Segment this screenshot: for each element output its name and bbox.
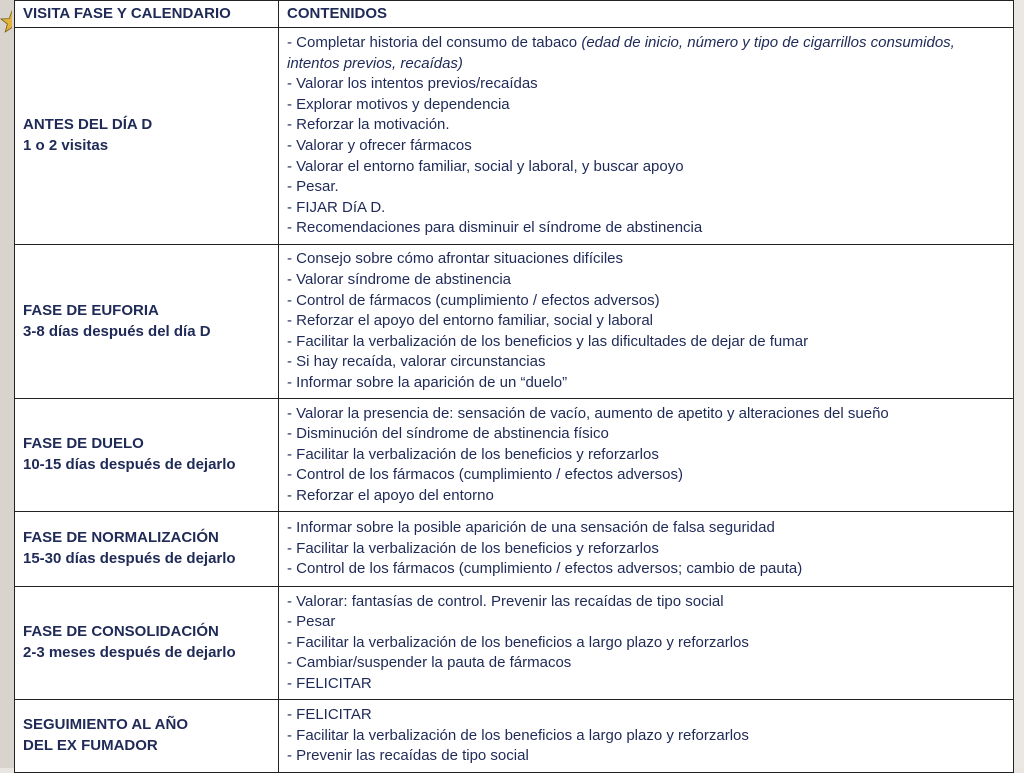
list-item (287, 559, 1005, 580)
star-icon (0, 10, 12, 34)
list-item (287, 249, 1005, 270)
list-item (287, 95, 1005, 116)
list-item-text: - Valorar la presencia de: sensación de vacío, aumento de apetito y alteraciones del sueño (287, 404, 889, 422)
list-item (287, 746, 1005, 767)
list-item-text: - Informar sobre la aparición de un “duelo” (287, 373, 568, 391)
list-item-text: - Cambiar/suspender la pauta de fármacos (287, 654, 572, 672)
phase-timing: 10-15 días después de dejarlo (23, 456, 236, 473)
list-item (287, 115, 1005, 136)
contents-list (287, 518, 1005, 580)
list-item (287, 705, 1005, 726)
phase-timing: 3-8 días después del día D (23, 322, 211, 340)
list-item-text: - Facilitar la verbalización de los beneficios a largo plazo y reforzarlos (287, 726, 749, 744)
list-item (287, 311, 1005, 332)
header-phase: VISITA FASE Y CALENDARIO (15, 1, 279, 28)
table-row (15, 399, 1014, 512)
list-item-text: - Control de los fármacos (cumplimiento / efectos adversos; cambio de pauta) (287, 560, 803, 578)
list-item (287, 539, 1005, 560)
phase-title: FASE DE CONSOLIDACIÓN (23, 623, 219, 641)
phase-title: FASE DE DUELO (23, 435, 144, 453)
contents-cell (279, 399, 1014, 512)
phase-cell (15, 587, 279, 700)
list-item-text: - Disminución del síndrome de abstinencia físico (287, 425, 609, 443)
list-item (287, 291, 1005, 312)
list-item-text: - FELICITAR (287, 674, 372, 692)
contents-list (287, 705, 1005, 767)
list-item-text: - Valorar: fantasías de control. Prevenir las recaídas de tipo social (287, 592, 724, 610)
contents-list (287, 592, 1005, 695)
list-item (287, 518, 1005, 539)
list-item-text: - Recomendaciones para disminuir el síndrome de abstinencia (287, 219, 703, 237)
list-item-text: - FELICITAR (287, 706, 372, 724)
phase-title: FASE DE NORMALIZACIÓN (23, 529, 219, 547)
contents-cell (279, 28, 1014, 245)
list-item (287, 465, 1005, 486)
phase-cell (15, 700, 279, 773)
list-item (287, 373, 1005, 394)
list-item-text: - Informar sobre la posible aparición de una sensación de falsa seguridad (287, 519, 775, 537)
list-item-text: - Explorar motivos y dependencia (287, 95, 510, 113)
list-item (287, 592, 1005, 613)
phase-timing: 2-3 meses después de dejarlo (23, 644, 236, 661)
list-item-text: - Pesar (287, 613, 336, 631)
table-row (15, 587, 1014, 700)
list-item (287, 270, 1005, 291)
contents-list (287, 404, 1005, 507)
list-item-text: - Valorar los intentos previos/recaídas (287, 75, 538, 93)
list-item (287, 198, 1005, 219)
left-decor-strip (0, 0, 14, 768)
list-item-text: - Facilitar la verbalización de los beneficios a largo plazo y reforzarlos (287, 633, 749, 651)
list-item (287, 74, 1005, 95)
list-item (287, 674, 1005, 695)
list-item (287, 404, 1005, 425)
phase-timing: DEL EX FUMADOR (23, 737, 158, 754)
list-item (287, 33, 1005, 74)
list-item (287, 653, 1005, 674)
table-header-row (15, 1, 1014, 28)
list-item-text: - Pesar. (287, 178, 339, 196)
list-item (287, 486, 1005, 507)
phase-cell (15, 28, 279, 245)
list-item-text: - Valorar y ofrecer fármacos (287, 137, 472, 154)
list-item-text: - Facilitar la verbalización de los beneficios y reforzarlos (287, 445, 659, 463)
header-contents: CONTENIDOS (279, 1, 1014, 28)
list-item (287, 332, 1005, 353)
list-item (287, 352, 1005, 373)
list-item-text: - Valorar síndrome de abstinencia (287, 271, 512, 289)
list-item-text: - Control de fármacos (cumplimiento / efectos adversos) (287, 291, 660, 309)
list-item (287, 218, 1005, 239)
contents-cell (279, 587, 1014, 700)
list-item-text: - Reforzar el apoyo del entorno (287, 486, 494, 504)
list-item-detail: (edad de inicio, número y tipo de cigarrillos consumidos, intentos previos, recaídas) (287, 34, 955, 72)
list-item-text: - Si hay recaída, valorar circunstancias (287, 353, 546, 371)
phase-title: ANTES DEL DÍA D (23, 116, 153, 134)
list-item (287, 424, 1005, 445)
list-item-text: - Reforzar la motivación. (287, 116, 450, 134)
contents-list (287, 33, 1005, 239)
list-item-text: - Control de los fármacos (cumplimiento / efectos adversos) (287, 466, 683, 484)
list-item (287, 726, 1005, 747)
contents-list (287, 249, 1005, 393)
list-item-text: - Consejo sobre cómo afrontar situaciones difíciles (287, 250, 623, 268)
phase-cell (15, 399, 279, 512)
table-row (15, 245, 1014, 399)
table-row (15, 700, 1014, 773)
list-item (287, 136, 1005, 157)
list-item-text: - FIJAR DíA D. (287, 198, 386, 216)
list-item-text: - Facilitar la verbalización de los beneficios y reforzarlos (287, 539, 659, 557)
contents-cell (279, 245, 1014, 399)
contents-cell (279, 700, 1014, 773)
list-item-text: - Facilitar la verbalización de los beneficios y las dificultades de dejar de fumar (287, 332, 809, 350)
list-item (287, 177, 1005, 198)
list-item-text: - Reforzar el apoyo del entorno familiar, social y laboral (287, 312, 654, 330)
phase-cell (15, 512, 279, 587)
phase-cell (15, 245, 279, 399)
follow-up-plan-table (14, 0, 1014, 773)
contents-cell (279, 512, 1014, 587)
list-item (287, 445, 1005, 466)
list-item-text: - Valorar el entorno familiar, social y laboral, y buscar apoyo (287, 157, 684, 175)
list-item-text: - Completar historia del consumo de tabaco (287, 34, 582, 52)
phase-timing: 1 o 2 visitas (23, 137, 109, 154)
table-row (15, 28, 1014, 245)
table-row (15, 512, 1014, 587)
list-item (287, 633, 1005, 654)
list-item-text: - Prevenir las recaídas de tipo social (287, 747, 529, 765)
phase-title: FASE DE EUFORIA (23, 301, 159, 319)
phase-title: SEGUIMIENTO AL AÑO (23, 716, 189, 734)
phase-timing: 15-30 días después de dejarlo (23, 550, 236, 567)
list-item (287, 612, 1005, 633)
list-item (287, 157, 1005, 178)
